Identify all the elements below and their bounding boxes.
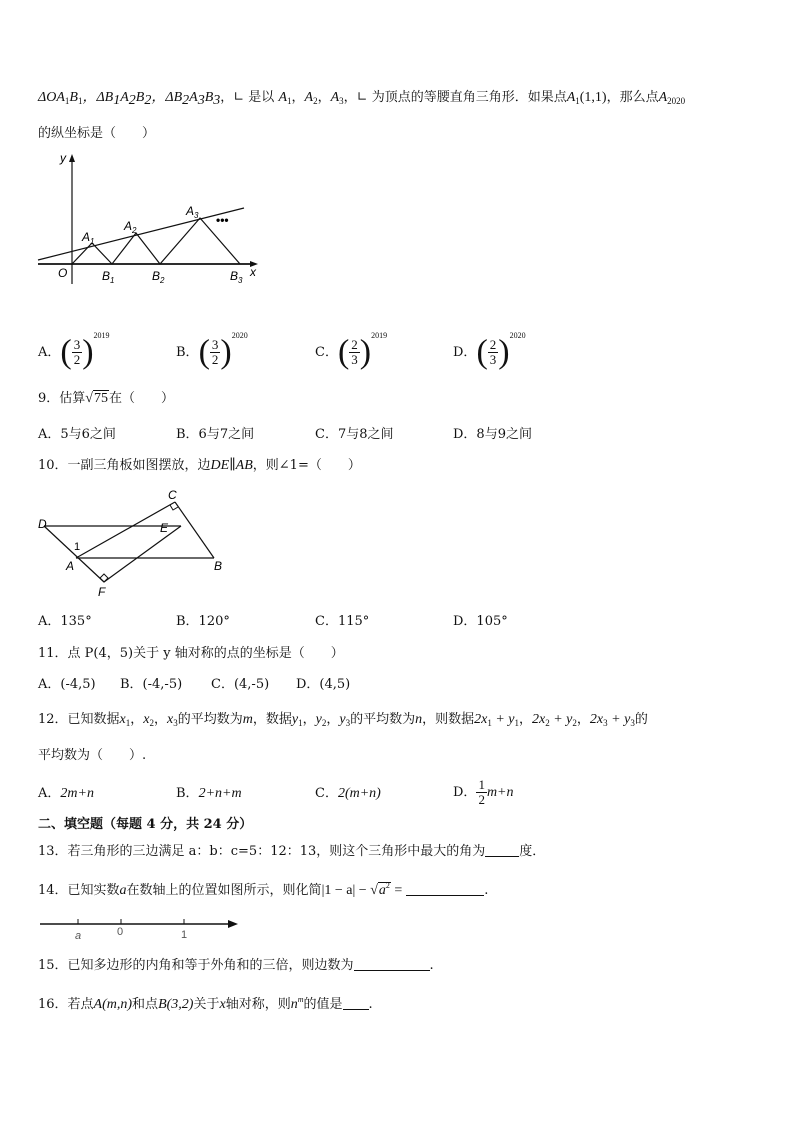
q16-stem: 16．若点A(m,n)和点B(3,2)关于x轴对称，则$n^m$的值是 . bbox=[38, 995, 373, 1012]
q8-option-b[interactable]: B．( $\frac{3}{2}$ )$^{2020}$ bbox=[176, 331, 248, 371]
q8-option-c[interactable]: C．( $\frac{2}{3}$ )$^{2019}$ bbox=[315, 331, 388, 371]
svg-text:E: E bbox=[160, 521, 169, 535]
q11-option-d[interactable]: D．(4,5) bbox=[296, 677, 351, 692]
q11-option-a[interactable]: A．(-4,5) bbox=[38, 677, 96, 692]
svg-text:3: 3 bbox=[194, 211, 199, 220]
q10-option-c[interactable]: C．115° bbox=[315, 614, 370, 629]
zigzag bbox=[72, 218, 240, 264]
svg-text:A: A bbox=[82, 230, 91, 244]
q10-stem: 10．一副三角板如图摆放，边DE∥AB，则∠1=（ ） bbox=[38, 458, 361, 473]
svg-text:D: D bbox=[38, 517, 47, 531]
svg-text:A: A bbox=[124, 219, 133, 233]
svg-text:•••: ••• bbox=[216, 213, 229, 227]
q9-option-d[interactable]: D．8与9之间 bbox=[453, 427, 532, 442]
svg-text:F: F bbox=[98, 585, 106, 598]
svg-text:2: 2 bbox=[132, 226, 137, 235]
y-arrow-icon bbox=[69, 154, 75, 162]
q9-option-c[interactable]: C．7与8之间 bbox=[315, 427, 394, 442]
q11-stem: 11．点 P(4，5)关于 y 轴对称的点的坐标是（ ） bbox=[38, 646, 344, 661]
q9-option-a[interactable]: A．5与6之间 bbox=[38, 427, 116, 442]
svg-text:y: y bbox=[60, 151, 66, 165]
svg-text:1: 1 bbox=[181, 929, 188, 941]
q8-stem-line2: 的纵坐标是（ ） bbox=[38, 126, 156, 141]
arrow-icon bbox=[228, 920, 238, 928]
svg-text:a: a bbox=[75, 930, 82, 942]
svg-text:A: A bbox=[66, 559, 75, 573]
q14-answer-blank[interactable] bbox=[406, 881, 484, 896]
q16-answer-blank[interactable] bbox=[343, 995, 369, 1010]
svg-text:1: 1 bbox=[110, 276, 115, 285]
q8-option-d[interactable]: D．( $\frac{2}{3}$ )$^{2020}$ bbox=[453, 331, 526, 371]
svg-text:B: B bbox=[102, 269, 111, 283]
q14-stem: 14．已知实数a在数轴上的位置如图所示，则化简$|1 - a| - √a^2$ = . bbox=[38, 881, 489, 898]
q12-option-b[interactable]: B．2+n+m bbox=[176, 786, 242, 801]
svg-text:x: x bbox=[250, 265, 256, 279]
q12-option-d[interactable]: D． $\frac{1}{2}$ m+n bbox=[453, 777, 514, 807]
q12-option-a[interactable]: A．2m+n bbox=[38, 786, 94, 801]
svg-text:C: C bbox=[168, 488, 177, 502]
q15-answer-blank[interactable] bbox=[354, 956, 430, 971]
q14-number-line bbox=[36, 914, 242, 942]
q13-stem: 13．若三角形的三边满足 a：b：c=5：12：13，则这个三角形中最大的角为 度． bbox=[38, 844, 546, 859]
svg-text:B: B bbox=[230, 269, 239, 283]
svg-text:A: A bbox=[186, 204, 195, 218]
svg-text:0: 0 bbox=[117, 926, 124, 938]
section-title: 二、填空题（每题 4 分，共 24 分） bbox=[38, 817, 253, 832]
q12-option-c[interactable]: C．2(m+n) bbox=[315, 786, 381, 801]
svg-text:3: 3 bbox=[238, 276, 243, 285]
q12-stem-line2: 平均数为（ ）. bbox=[38, 748, 147, 763]
q12-stem-line1: 12．已知数据$x_1$，$x_2$，$x_3$的平均数为m，数据$y_1$，$y_2$，$y_3$的平均数为n，则数据$2x_1 + y_1$，$2x_2 + y_2$，$2x_3 + y_3$的 bbox=[38, 712, 648, 728]
q15-stem: 15．已知多边形的内角和等于外角和的三倍，则边数为 . bbox=[38, 958, 434, 973]
q10-option-b[interactable]: B．120° bbox=[176, 614, 230, 629]
q11-option-c[interactable]: C．(4,-5) bbox=[211, 677, 270, 692]
svg-text:1: 1 bbox=[74, 541, 81, 553]
q8-stem-line1: $\Delta OA_1B_1$，$\Delta B_1A_2B_2$，$\Delta B_2A_3B_3$，∟ 是以 $A_1$，$A_2$，$A_3$，∟ 为顶点的等腰直角三角形．如果点$A_1(1,1)$，那么点$A_{2020}$ bbox=[38, 90, 686, 108]
q11-option-b[interactable]: B．(-4,-5) bbox=[120, 677, 183, 692]
svg-text:O: O bbox=[58, 266, 68, 280]
svg-text:B: B bbox=[214, 559, 223, 573]
q13-answer-blank[interactable] bbox=[485, 842, 519, 857]
q10-option-d[interactable]: D．105° bbox=[453, 614, 508, 629]
q10-figure bbox=[36, 486, 236, 598]
q9-stem: 9．估算√75在（ ） bbox=[38, 391, 174, 406]
svg-text:2: 2 bbox=[160, 276, 165, 285]
q8-figure bbox=[36, 150, 272, 290]
q8-option-a[interactable]: A．( $\frac{3}{2}$ )$^{2019}$ bbox=[38, 331, 110, 371]
q10-option-a[interactable]: A．135° bbox=[38, 614, 92, 629]
svg-text:B: B bbox=[152, 269, 161, 283]
ray-line bbox=[38, 208, 244, 260]
svg-text:1: 1 bbox=[90, 237, 95, 246]
q9-option-b[interactable]: B．6与7之间 bbox=[176, 427, 255, 442]
q8-tri-1: $\Delta OA_1B_1$ bbox=[38, 90, 83, 106]
